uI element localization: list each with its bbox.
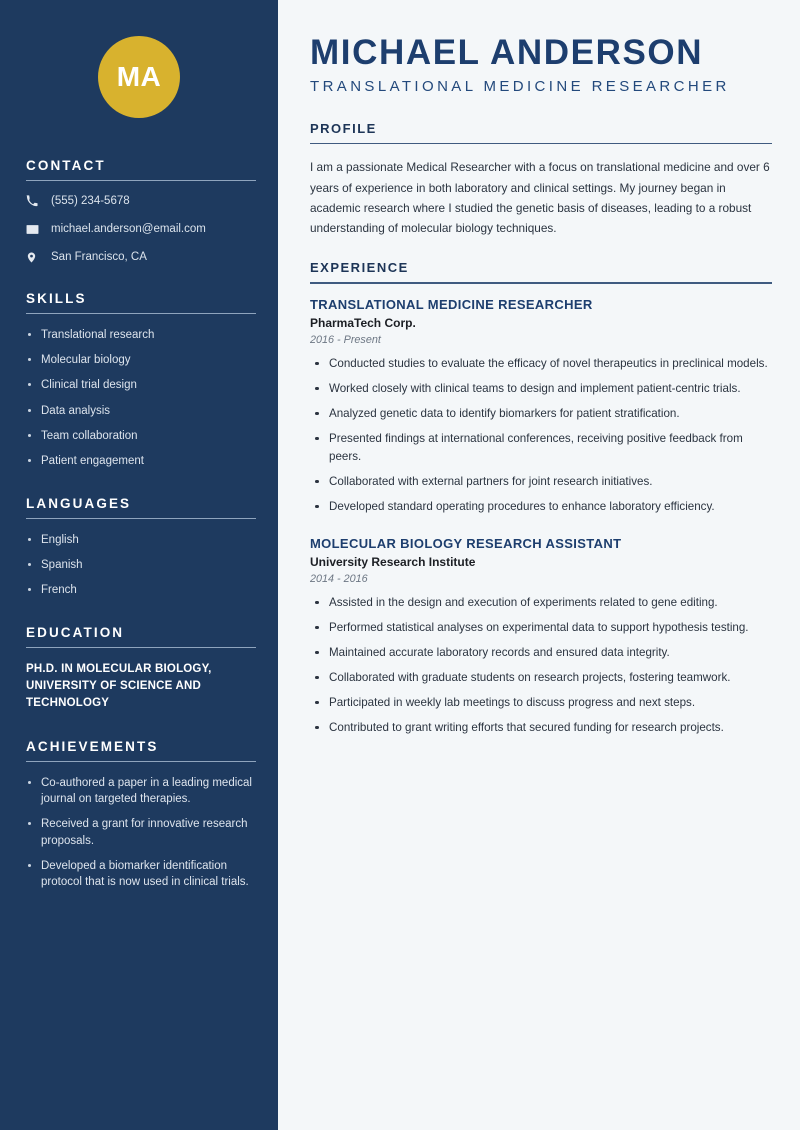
email-icon — [26, 222, 46, 236]
list-item: Translational research — [26, 327, 256, 343]
education-heading: EDUCATION — [26, 624, 125, 640]
list-item: Data analysis — [26, 403, 256, 419]
education-entry: PH.D. IN MOLECULAR BIOLOGY, UNIVERSITY OF SCIENCE AND TECHNOLOGY — [26, 662, 212, 710]
experience-heading: EXPERIENCE — [310, 260, 409, 276]
contact-heading: CONTACT — [26, 158, 106, 173]
professional-title: TRANSLATIONAL MEDICINE RESEARCHER — [310, 77, 730, 95]
education-section — [26, 625, 256, 713]
experience-entry — [310, 536, 772, 737]
experience-dates: 2016 - Present — [310, 333, 381, 346]
list-item: Developed a biomarker identification protocol that is now used in clinical trials. — [26, 858, 256, 891]
experience-section — [310, 260, 772, 736]
list-item: Analyzed genetic data to identify biomarkers for patient stratification. — [310, 405, 772, 423]
experience-company: University Research Institute — [310, 554, 476, 569]
list-item: Co-authored a paper in a leading medical journal on targeted therapies. — [26, 775, 256, 808]
list-item: Patient engagement — [26, 453, 256, 469]
list-item: Collaborated with external partners for joint research initiatives. — [310, 473, 772, 491]
experience-divider — [310, 282, 772, 284]
education-divider — [26, 647, 256, 648]
skills-divider — [26, 313, 256, 314]
list-item: Received a grant for innovative research proposals. — [26, 816, 256, 849]
contact-divider — [26, 180, 256, 181]
achievements-divider — [26, 761, 256, 762]
list-item: Assisted in the design and execution of experiments related to gene editing. — [310, 594, 772, 612]
achievements-heading: ACHIEVEMENTS — [26, 738, 159, 754]
contact-list — [26, 194, 256, 265]
avatar: MA — [98, 36, 180, 118]
experience-entry — [310, 297, 772, 516]
list-item: Molecular biology — [26, 352, 256, 368]
contact-email-value: michael.anderson@email.com — [51, 222, 206, 235]
experience-role: TRANSLATIONAL MEDICINE RESEARCHER — [310, 296, 593, 312]
languages-divider — [26, 518, 256, 519]
profile-heading: PROFILE — [310, 120, 377, 136]
list-item: Presented findings at international conferences, receiving positive feedback from peers. — [310, 430, 772, 466]
phone-icon — [26, 194, 46, 207]
contact-item-location[interactable] — [26, 250, 256, 265]
skills-list — [26, 327, 256, 470]
achievements-list — [26, 775, 256, 891]
list-item: Collaborated with graduate students on research projects, fostering teamwork. — [310, 669, 772, 687]
list-item: Developed standard operating procedures to enhance laboratory efficiency. — [310, 498, 772, 516]
list-item: Performed statistical analyses on experimental data to support hypothesis testing. — [310, 619, 772, 637]
main-content — [278, 0, 800, 1130]
experience-bullets — [310, 594, 772, 737]
list-item: Clinical trial design — [26, 377, 256, 393]
list-item: Maintained accurate laboratory records and ensured data integrity. — [310, 644, 772, 662]
experience-company: PharmaTech Corp. — [310, 315, 416, 330]
list-item: Contributed to grant writing efforts that secured funding for research projects. — [310, 719, 772, 737]
list-item: Conducted studies to evaluate the efficacy of novel therapeutics in preclinical models. — [310, 355, 772, 373]
location-pin-icon — [26, 250, 46, 264]
experience-bullets — [310, 355, 772, 516]
contact-item-phone[interactable] — [26, 194, 256, 209]
list-item: Team collaboration — [26, 428, 256, 444]
contact-phone-value: (555) 234-5678 — [51, 195, 130, 207]
list-item: French — [26, 582, 256, 598]
experience-role: MOLECULAR BIOLOGY RESEARCH ASSISTANT — [310, 535, 622, 551]
list-item: Worked closely with clinical teams to design and implement patient-centric trials. — [310, 380, 772, 398]
sidebar — [0, 0, 278, 1130]
experience-dates: 2014 - 2016 — [310, 572, 368, 585]
profile-divider — [310, 143, 772, 145]
languages-section — [26, 496, 256, 599]
profile-text: I am a passionate Medical Researcher with a focus on translational medicine and over 6 years of experience in both laboratory and clinical settings. My journey began in academic research where I studied the genetic basis of diseases, leading to a robust understanding of molecular biology techniques. — [310, 160, 770, 236]
page-title: MICHAEL ANDERSON — [310, 33, 704, 72]
list-item: English — [26, 532, 256, 548]
list-item: Spanish — [26, 557, 256, 573]
list-item: Participated in weekly lab meetings to discuss progress and next steps. — [310, 694, 772, 712]
skills-section — [26, 291, 256, 470]
contact-location-value: San Francisco, CA — [51, 250, 147, 263]
contact-section — [26, 158, 256, 265]
avatar-container — [26, 0, 256, 158]
languages-list — [26, 532, 256, 599]
profile-section — [310, 121, 772, 239]
contact-item-email[interactable] — [26, 222, 256, 237]
skills-heading: SKILLS — [26, 290, 87, 306]
achievements-section — [26, 739, 256, 891]
languages-heading: LANGUAGES — [26, 495, 132, 511]
